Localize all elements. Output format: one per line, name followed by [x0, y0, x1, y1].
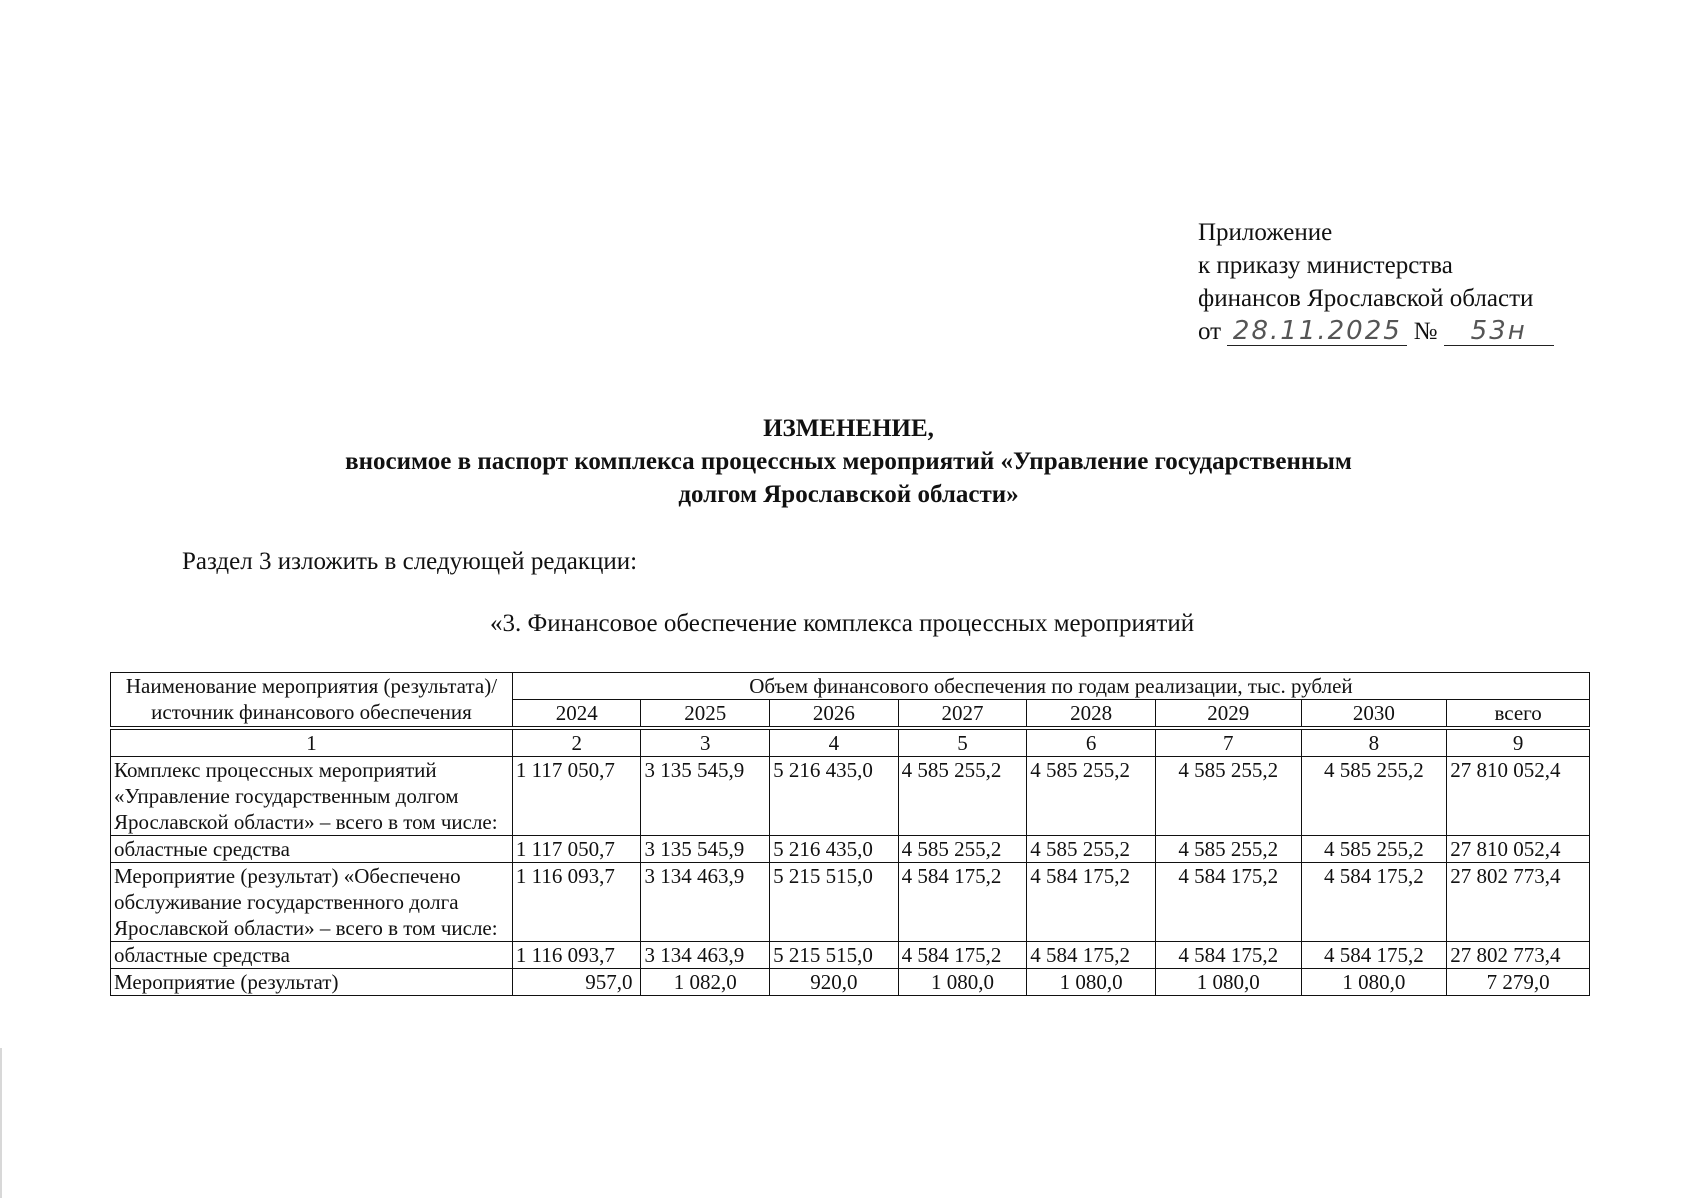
value-cell: 1 117 050,7 [512, 757, 641, 836]
column-number: 7 [1155, 728, 1301, 757]
value-cell: 4 584 175,2 [1155, 942, 1301, 969]
column-number: 4 [770, 728, 899, 757]
row-name: Мероприятие (результат) [111, 969, 513, 996]
value-cell: 4 584 175,2 [1027, 863, 1156, 942]
heading-line-2: вносимое в паспорт комплекса процессных мероприятий «Управление государственным [345, 448, 1352, 475]
year-header: 2028 [1027, 700, 1156, 729]
handwritten-number: 53н [1444, 317, 1554, 346]
value-cell: 957,0 [512, 969, 641, 996]
value-cell: 4 585 255,2 [1155, 836, 1301, 863]
total-header: всего [1447, 700, 1590, 729]
value-cell: 5 215 515,0 [770, 863, 899, 942]
total-cell: 27 810 052,4 [1447, 836, 1590, 863]
appendix-title: Приложение [1198, 219, 1333, 246]
column-number: 6 [1027, 728, 1156, 757]
from-label: от [1198, 318, 1222, 345]
row-name: Мероприятие (результат) «Обеспечено обслуживание государственного долга Ярославской области» – всего в том числе: [111, 863, 513, 942]
document-heading [0, 412, 1697, 511]
year-header: 2024 [512, 700, 641, 729]
number-label: № [1413, 318, 1438, 345]
scan-edge-mark [0, 1048, 2, 1198]
heading-line-3: долгом Ярославской области» [678, 481, 1019, 508]
column-number: 8 [1301, 728, 1447, 757]
value-cell: 1 080,0 [1301, 969, 1447, 996]
row-name: Комплекс процессных мероприятий «Управление государственным долгом Ярославской области» – всего в том числе: [111, 757, 513, 836]
value-cell: 1 116 093,7 [512, 863, 641, 942]
value-cell: 1 080,0 [1155, 969, 1301, 996]
table-row [111, 836, 1590, 863]
value-cell: 1 117 050,7 [512, 836, 641, 863]
appendix-ministry: финансов Ярославской области [1198, 285, 1534, 312]
row-name: областные средства [111, 836, 513, 863]
value-cell: 4 585 255,2 [1155, 757, 1301, 836]
table-row [111, 969, 1590, 996]
year-header: 2029 [1155, 700, 1301, 729]
year-header: 2027 [898, 700, 1027, 729]
value-cell: 3 134 463,9 [641, 942, 770, 969]
table-row [111, 942, 1590, 969]
total-cell: 27 802 773,4 [1447, 863, 1590, 942]
table-row [111, 757, 1590, 836]
value-cell: 920,0 [770, 969, 899, 996]
total-cell: 27 810 052,4 [1447, 757, 1590, 836]
appendix-date-number-line [1198, 315, 1554, 348]
value-cell: 4 585 255,2 [898, 757, 1027, 836]
value-cell: 5 215 515,0 [770, 942, 899, 969]
appendix-block [1198, 216, 1554, 348]
value-cell: 1 082,0 [641, 969, 770, 996]
section-title: «3. Финансовое обеспечение комплекса процессных мероприятий [490, 610, 1195, 637]
value-cell: 1 080,0 [898, 969, 1027, 996]
value-cell: 3 134 463,9 [641, 863, 770, 942]
year-header: 2030 [1301, 700, 1447, 729]
value-cell: 4 584 175,2 [898, 942, 1027, 969]
value-cell: 1 116 093,7 [512, 942, 641, 969]
year-header: 2025 [641, 700, 770, 729]
total-cell: 7 279,0 [1447, 969, 1590, 996]
table-header-row-1 [111, 673, 1590, 700]
handwritten-date: 28.11.2025 [1227, 317, 1407, 346]
value-cell: 3 135 545,9 [641, 836, 770, 863]
value-cell: 4 585 255,2 [898, 836, 1027, 863]
column-number: 5 [898, 728, 1027, 757]
financing-table [110, 672, 1590, 996]
appendix-order-ref: к приказу министерства [1198, 252, 1453, 279]
row-name: областные средства [111, 942, 513, 969]
value-cell: 4 585 255,2 [1027, 836, 1156, 863]
value-cell: 4 585 255,2 [1301, 836, 1447, 863]
column-number: 2 [512, 728, 641, 757]
value-cell: 4 584 175,2 [1301, 942, 1447, 969]
name-column-header: Наименование мероприятия (результата)/ источник финансового обеспечения [111, 673, 513, 729]
value-cell: 4 585 255,2 [1027, 757, 1156, 836]
value-cell: 1 080,0 [1027, 969, 1156, 996]
table-row [111, 863, 1590, 942]
value-cell: 5 216 435,0 [770, 836, 899, 863]
value-cell: 5 216 435,0 [770, 757, 899, 836]
value-cell: 4 585 255,2 [1301, 757, 1447, 836]
intro-text: Раздел 3 изложить в следующей редакции: [182, 548, 638, 575]
value-cell: 4 584 175,2 [1155, 863, 1301, 942]
column-number: 3 [641, 728, 770, 757]
value-cell: 4 584 175,2 [1301, 863, 1447, 942]
column-number: 1 [111, 728, 513, 757]
value-cell: 3 135 545,9 [641, 757, 770, 836]
volume-header: Объем финансового обеспечения по годам реализации, тыс. рублей [512, 673, 1589, 700]
value-cell: 4 584 175,2 [898, 863, 1027, 942]
heading-title: ИЗМЕНЕНИЕ, [763, 415, 934, 442]
total-cell: 27 802 773,4 [1447, 942, 1590, 969]
column-number-row [111, 728, 1590, 757]
year-header: 2026 [770, 700, 899, 729]
value-cell: 4 584 175,2 [1027, 942, 1156, 969]
column-number: 9 [1447, 728, 1590, 757]
